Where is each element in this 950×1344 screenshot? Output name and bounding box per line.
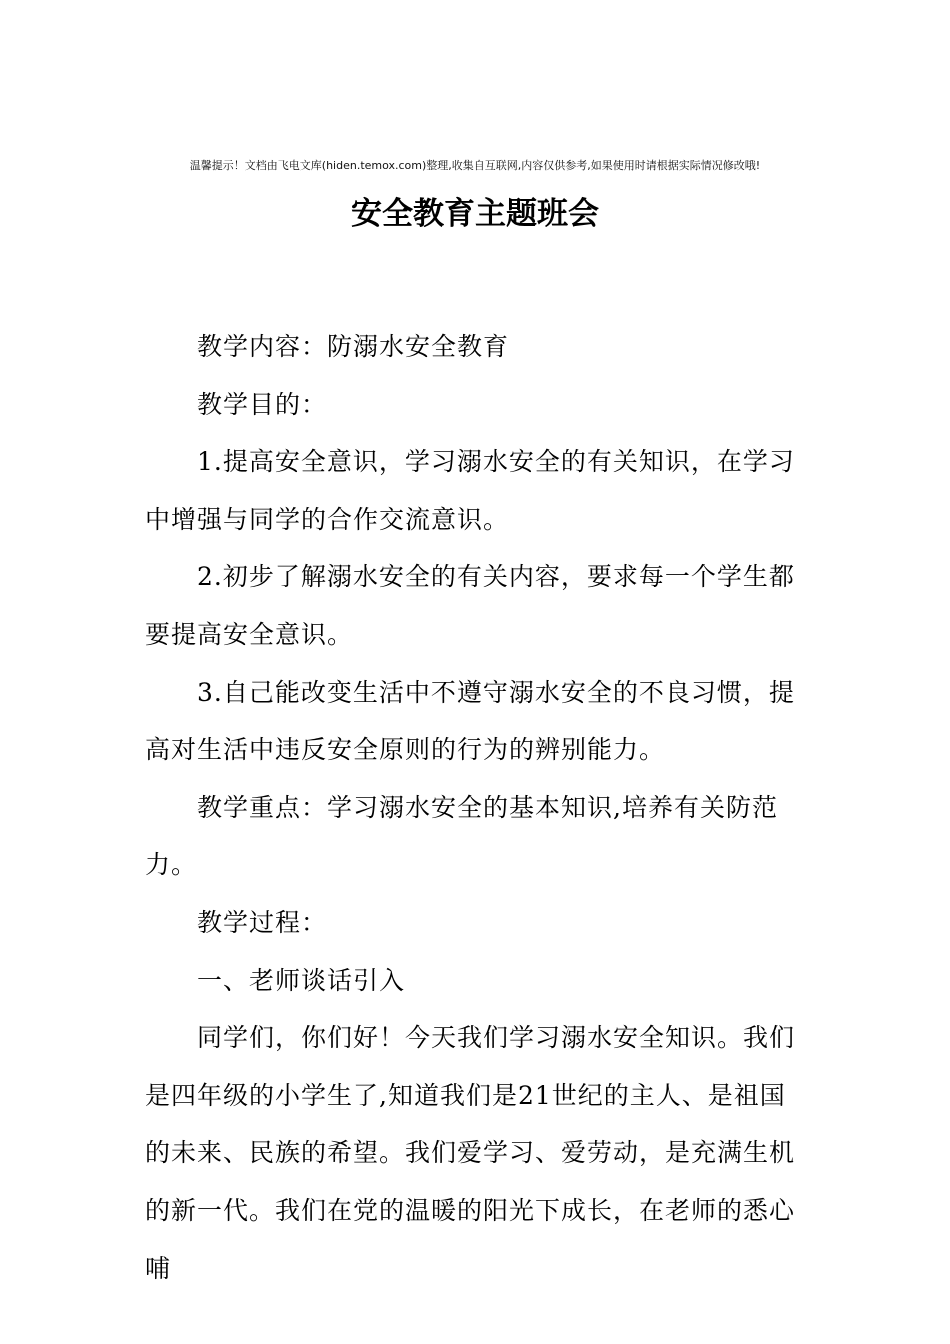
paragraph-teaching-process-heading: 教学过程：: [197, 907, 328, 937]
paragraph-teaching-content: 教学内容：防溺水安全教育: [197, 332, 510, 361]
paragraph-section-1-heading: 一、老师谈话引入: [197, 965, 406, 995]
document-body: [145, 318, 810, 1297]
paragraph-goal-2: 2.初步了解溺水安全的有关内容，要求每一个学生都要提高安全意识。: [145, 562, 795, 649]
paragraph-intro-speech: 同学们，你们好！今天我们学习溺水安全知识。我们是四年级的小学生了,知道我们是21世纪的主人、是祖国的未来、民族的希望。我们爱学习、爱劳动，是充满生机的新一代。我们在党的温暖的阳光下成长，在老师的悉心哺: [145, 1023, 796, 1283]
paragraph-teaching-goals-heading: 教学目的：: [197, 389, 328, 419]
header-notice: 温馨提示！文档由飞电文库(hiden.temox.com)整理,收集自互联网,内容仅供参考,如果使用时请根据实际情况修改哦!: [189, 159, 761, 172]
paragraph-goal-1: 1.提高安全意识，学习溺水安全的有关知识，在学习中增强与同学的合作交流意识。: [145, 447, 795, 534]
paragraph-goal-3: 3.自己能改变生活中不遵守溺水安全的不良习惯，提高对生活中违反安全原则的行为的辨别能力。: [145, 677, 795, 765]
paragraph-teaching-focus: 教学重点：学习溺水安全的基本知识,培养有关防范力。: [145, 792, 778, 880]
document-title: 安全教育主题班会: [351, 196, 599, 232]
